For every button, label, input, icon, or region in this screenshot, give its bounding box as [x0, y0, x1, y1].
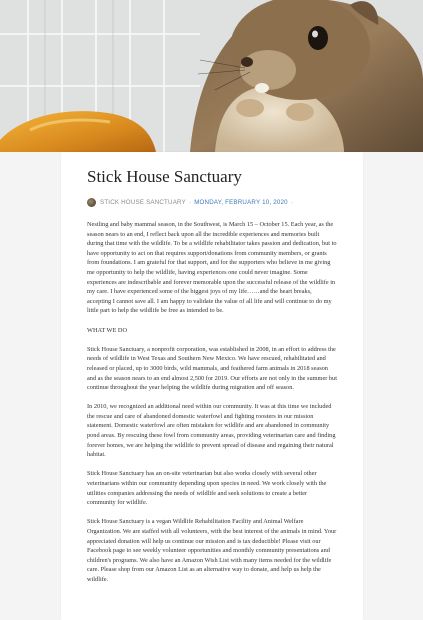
avatar[interactable] [87, 198, 96, 207]
meta-separator: · [188, 198, 192, 206]
post-card [61, 152, 363, 620]
hero-photo [0, 0, 423, 152]
paragraph: In 2010, we recognized an additional need within our community. It was at this time we included the rescue and care of abandoned domestic waterfowl and fighting roosters in our mission statement. Domestic waterfowl are often mistaken for wildlife and are abandoned in community pond areas. By rescuing these fowl from community areas, providing veterinarian care and finding forever homes, we are helping the wildlife to prevent spread of disease and regaining their natural habitat. [87, 403, 336, 459]
paragraph: Stick House Sanctuary, a nonprofit corporation, was established in 2008, in an effort to address the needs of wildlife in West Texas and Southern New Mexico. We have rescued, rehabilitated and released or placed, up to 3000 birds, wild mammals, and feathered farm animals in 2018 season and as the season nears to an end almost 2,500 for 2019. Our efforts are not only in the summer but continue throughout the year helping the wildlife during migration and off season. [87, 345, 337, 392]
post-body [87, 220, 337, 585]
author-link[interactable]: STICK HOUSE SANCTUARY [100, 198, 186, 206]
post-meta [87, 196, 337, 208]
post-content [87, 152, 337, 594]
paragraph: Stick House Sanctuary is a vegan Wildlife Rehabilitation Facility and Animal Welfare Organization. We are staffed with all volunteers, with the best interest of the animals in mind. Your appreciated donation will help us continue our mission and is tax deductible! Please visit our Facebook page to see weekly volunteer opportunities and monthly community presentations and children's programs. We also have an Amazon Wish List with many items needed for the wildlife care. Please shop from our Amazon List as an alternative way to donate, and help us help the wildlife. [87, 518, 337, 583]
paragraph: Stick House Sanctuary has an on-site veterinarian but also works closely with several other veterinarians within our community depending upon species in need. We work closely with the utilities companies addressing the needs of wildlife and seek solutions to create a better community for wildlife. [87, 470, 327, 507]
squirrel-photo [0, 0, 423, 152]
post-title: Stick House Sanctuary [87, 167, 242, 186]
section-heading-what-we-do: WHAT WE DO [87, 326, 127, 334]
meta-separator-end: · [290, 198, 294, 206]
post-date-link[interactable]: MONDAY, FEBRUARY 10, 2020 [194, 198, 288, 206]
paragraph: Nestling and baby mammal season, in the Southwest, is March 15 – October 15. Each year, as the season nears to an end, I reflect back upon all the incredible experiences and memories built during that time with the wildlife. To be a wildlife rehabilitator takes passion and dedication, but to have opportunity to act on that requires support/donations from community members, or grants from foundations. I am grateful for that support, and for the supporters who believe in me giving me opportunity to help the wildlife, having experiences one could never imagine. Some experiences are indescribable and forever memorable upon the successful release of the wildlife in my care. I have experienced some of the biggest joys of my life……and the heart breaks, accepting I cannot save all. I am happy to validate the value of all life and will continue to do my little part to help the wildlife be free as intended to be. [87, 221, 337, 315]
